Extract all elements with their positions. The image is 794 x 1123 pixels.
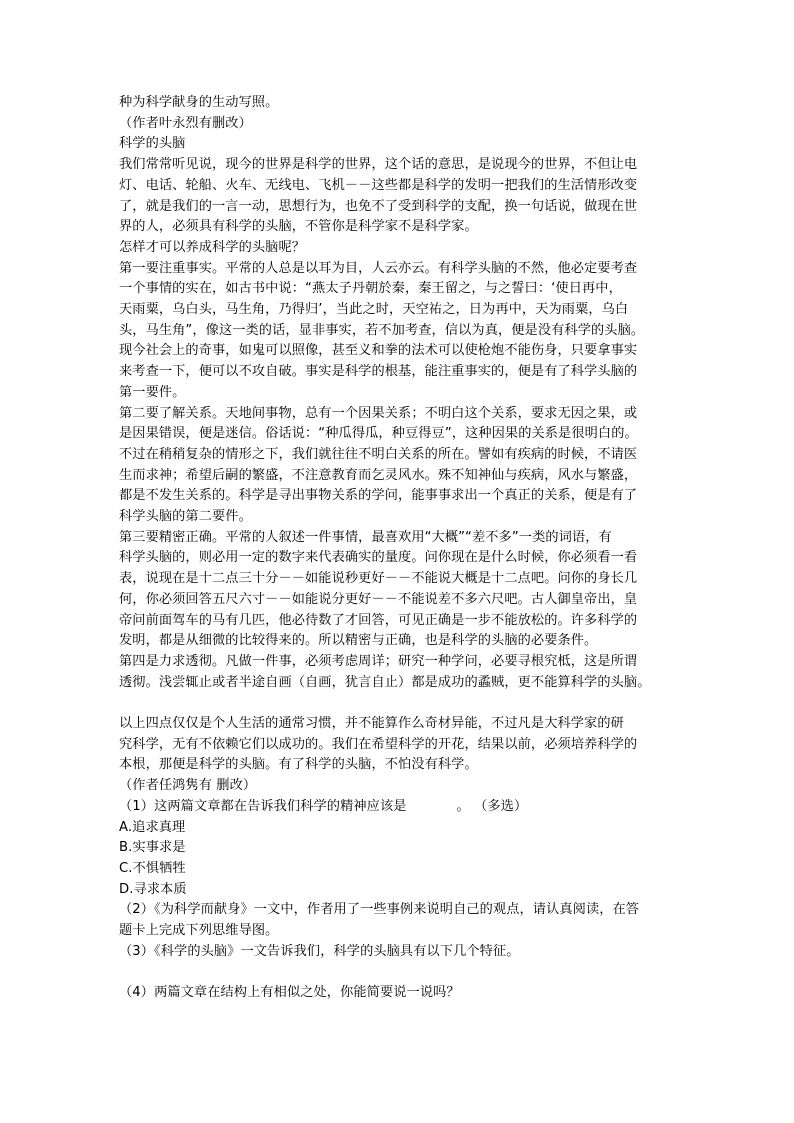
paragraph-line: 来考查一下，便可以不攻自破。事实是科学的根基，能注重事实的，便是有了科学头脑的 (119, 364, 638, 380)
paragraph-line: 天雨粟，乌白头，马生角，乃得归’，当此之时，天空祐之，日为再中，天为雨粟，乌白 (119, 302, 629, 318)
paragraph-line: 现今社会上的奇事，如鬼可以照像，甚至义和拳的法术可以使枪炮不能伤身，只要拿事实 (119, 343, 638, 359)
paragraph-line: 透彻。浅尝辄止或者半途自画（自画，犹言自止）都是成功的蟊贼，更不能算科学的头脑。 (119, 674, 651, 690)
question-1-suffix: 。 （多选） (456, 798, 528, 814)
document-page (119, 93, 677, 1004)
question-2-line: （2）《为科学而献身》一文中，作者用了一些事例来说明自己的观点，请认真阅读，在答 (119, 902, 640, 918)
paragraph-line: 灯、电话、轮船、火车、无线电、飞机－－这些都是科学的发明一把我们的生活情形改变 (119, 177, 638, 193)
option-c: C.不惧牺牲 (119, 861, 186, 876)
option-d: D.寻求本质 (119, 881, 187, 897)
paragraph-line: 界的人，必须具有科学的头脑，不管你是科学家不是科学家。 (119, 219, 478, 235)
question-1 (119, 797, 677, 818)
paragraph-line: 都是不发生关系的。科学是寻出事物关系的学问，能事事求出一个真正的关系，便是有了 (119, 488, 638, 504)
paragraph-line: 一个事情的实在，如古书中说：“燕太子丹朝於秦，秦王留之，与之誓曰：‘使日再中， (119, 281, 622, 297)
intro-attribution: （作者叶永烈有删改） (119, 115, 252, 131)
intro-line: 种为科学献身的生动写照。 (119, 95, 279, 110)
paragraph-6 (119, 714, 677, 776)
paragraph-line: 不过在稍稍复杂的情形之下，我们就往往不明白关系的所在。譬如有疾病的时候，不请医 (119, 446, 638, 462)
paragraph-1 (119, 155, 677, 238)
question-1-text: （1）这两篇文章都在告诉我们科学的精神应该是 (119, 798, 407, 814)
question-4: （4）两篇文章在结构上有相似之处，你能简要说一说吗？ (119, 985, 460, 1001)
question-3: （3）《科学的头脑》一文告诉我们，科学的头脑具有以下几个特征。 (119, 943, 520, 959)
paragraph-5 (119, 652, 677, 693)
paragraph-line: 科学头脑的，则必用一定的数字来代表确实的量度。问你现在是什么时候，你必须看一看 (119, 550, 638, 566)
blank-line (119, 963, 677, 984)
paragraph-line: 科学头脑的第二要件。 (119, 509, 252, 525)
paragraph-line: 表，说现在是十二点三十分－－如能说秒更好－－不能说大概是十二点吧。问你的身长几 (119, 571, 638, 587)
paragraph-line: 生而求神；希望后嗣的繁盛，不注意教育而乞灵风水。殊不知神仙与疾病，风水与繁盛， (119, 467, 638, 483)
paragraph-line: 第三要精密正确。平常的人叙述一件事情，最喜欢用“大概”“差不多”一类的词语，有 (119, 529, 612, 545)
article-title: 科学的头脑 (119, 136, 186, 152)
paragraph-line: 以上四点仅仅是个人生活的通常习惯，并不能算作么奇材异能，不过凡是大科学家的研 (119, 716, 624, 732)
paragraph-line: 发明，都是从细微的比较得来的。所以精密与正确，也是科学的头脑的必要条件。 (119, 633, 598, 649)
paragraph-4 (119, 528, 677, 652)
paragraph-line: 第一要件。 (119, 384, 186, 400)
paragraph-line: 究科学，无有不依赖它们以成功的。我们在希望科学的开花，结果以前，必须培养科学的 (119, 736, 638, 752)
paragraph-line: 我们常常听见说，现今的世界是科学的世界，这个话的意思，是说现今的世界，不但让电 (119, 157, 638, 173)
paragraph-2 (119, 259, 677, 404)
paragraph-line: 第一要注重事实。平常的人总是以耳为目，人云亦云。有科学头脑的不然，他必定要考查 (119, 260, 638, 276)
option-a: A.追求真理 (119, 819, 186, 835)
paragraph-line: 第二要了解关系。天地间事物，总有一个因果关系；不明白这个关系，要求无因之果，或 (119, 405, 638, 421)
paragraph-line: 本根，那便是科学的头脑。有了科学的头脑，不怕没有科学。 (119, 757, 478, 773)
paragraph-line: 帝问前面驾车的马有几匹，他必待数了才回答，可见正确是一步不能放松的。许多科学的 (119, 612, 638, 628)
paragraph-line: 第四是力求透彻。凡做一件事，必须考虑周详；研究一种学问，必要寻根究柢，这是所谓 (119, 653, 638, 669)
paragraph-line: 何，你必须回答五尺六寸－－如能说分更好－－不能说差不多六尺吧。古人御皇帝出，皇 (119, 591, 638, 607)
option-b: B.实事求是 (119, 840, 186, 856)
paragraph-line: 是因果错误，便是迷信。俗话说：“种瓜得瓜，种豆得豆”，这种因果的关系是很明白的。 (119, 426, 638, 442)
paragraph-line: 了，就是我们的一言一动，思想行为，也免不了受到科学的支配，换一句话说，做现在世 (119, 198, 638, 214)
paragraph-3 (119, 404, 677, 528)
article-attribution: （作者任鸿隽有 删改） (119, 778, 257, 794)
guiding-question: 怎样才可以养成科学的头脑呢？ (119, 239, 306, 255)
paragraph-line: 头，马生角”，像这一类的话，显非事实，若不加考查，信以为真，便是没有科学的头脑。 (119, 322, 645, 338)
blank-line (119, 693, 677, 714)
question-2-line: 题卡上完成下列思维导图。 (119, 923, 279, 939)
